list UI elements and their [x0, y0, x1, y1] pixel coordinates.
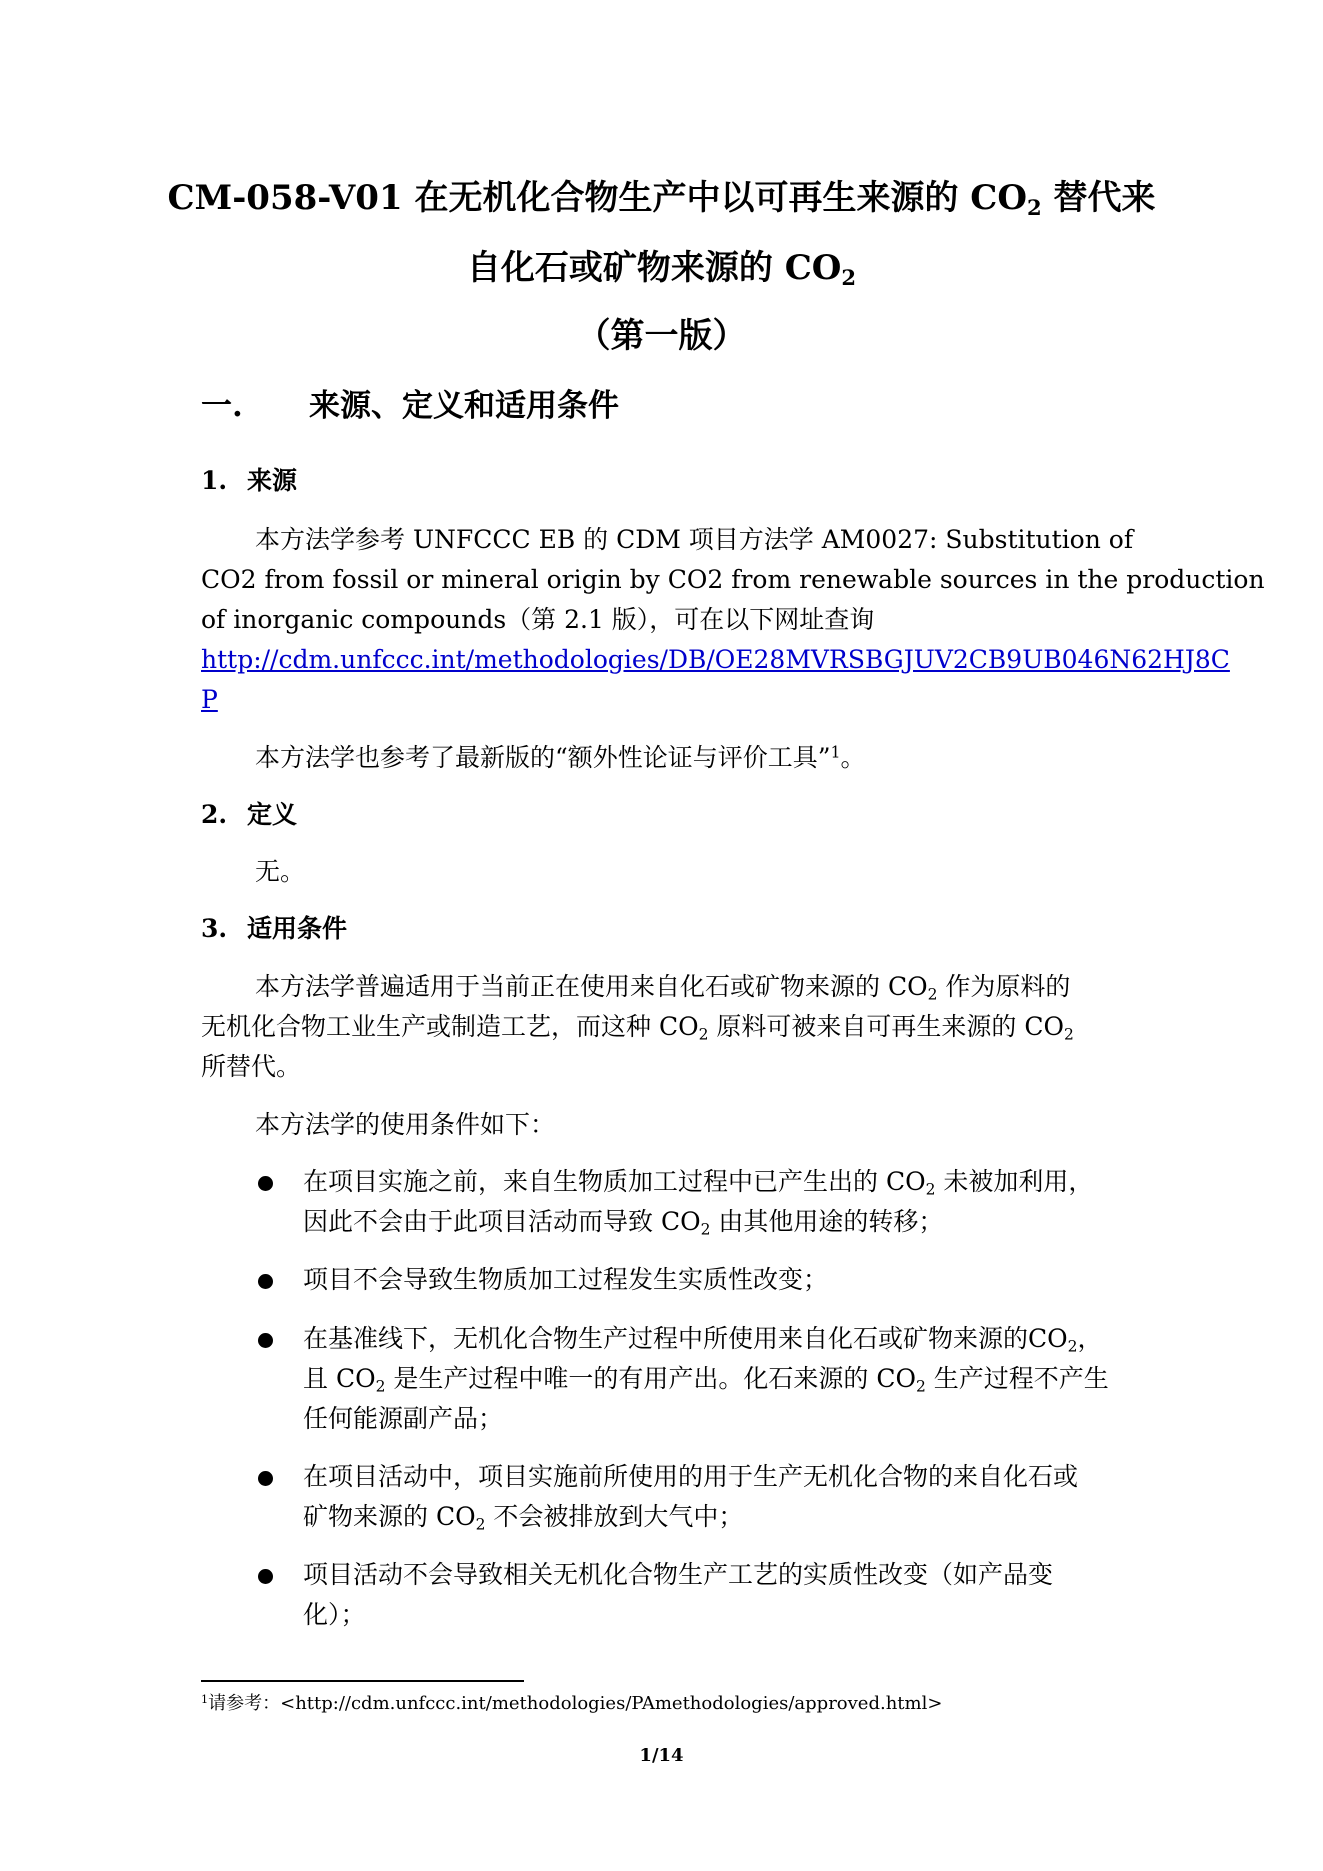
applicability-paragraph-line-2: 无机化合物工业生产或制造工艺，而这种 $CO_2$ 原料可被来自可再生来源的 $CO_2$	[201, 1012, 1074, 1044]
condition-3-line-3: 任何能源副产品；	[303, 1404, 504, 1433]
conditions-intro: 本方法学的使用条件如下：	[255, 1110, 556, 1139]
subsection-heading-definitions: 定义	[247, 800, 298, 829]
condition-1-line-1: 在项目实施之前，来自生物质加工过程中已产生出的 $CO_2$ 未被加利用，	[303, 1167, 1094, 1199]
bullet-icon	[258, 1176, 273, 1191]
subsection-heading-applicability: 适用条件	[247, 914, 348, 943]
condition-1-line-2: 因此不会由于此项目活动而导致 $CO_2$ 由其他用途的转移；	[303, 1207, 944, 1239]
methodology-link[interactable]: http://cdm.unfccc.int/methodologies/DB/OE28MVRSBGJUV2CB9UB046N62HJ8C	[201, 645, 1230, 674]
footnote-reference: 1	[830, 743, 841, 762]
subsection-number-3: 3.	[201, 914, 228, 943]
page-number: 1/14	[639, 1745, 684, 1766]
section-number: 一.	[201, 388, 243, 424]
bullet-icon	[258, 1471, 273, 1486]
condition-4-line-2: 矿物来源的 $CO_2$ 不会被排放到大气中；	[303, 1502, 744, 1534]
definitions-text: 无。	[255, 857, 306, 886]
source-paragraph-line-1: 本方法学参考 UNFCCC EB 的 CDM 项目方法学 AM0027: Substitution of	[255, 525, 1134, 554]
condition-2-line-1: 项目不会导致生物质加工过程发生实质性改变；	[303, 1265, 829, 1294]
condition-4-line-1: 在项目活动中，项目实施前所使用的用于生产无机化合物的来自化石或	[303, 1462, 1079, 1491]
source-paragraph-line-2: CO2 from fossil or mineral origin by CO2 from renewable sources in the production	[201, 565, 1265, 594]
condition-3-line-1: 在基准线下，无机化合物生产过程中所使用来自化石或矿物来源的$CO_2$，	[303, 1324, 1103, 1356]
bullet-icon	[258, 1569, 273, 1584]
footnote-divider	[201, 1680, 524, 1682]
applicability-paragraph-line-3: 所替代。	[201, 1052, 302, 1081]
condition-5-line-2: 化）；	[303, 1600, 366, 1629]
document-title-line-1: CM-058-V01 在无机化合物生产中以可再生来源的 $CO_2$ 替代来	[167, 178, 1156, 220]
subsection-heading-source: 来源	[247, 466, 298, 495]
applicability-paragraph-line-1: 本方法学普遍适用于当前正在使用来自化石或矿物来源的 $CO_2$ 作为原料的	[255, 972, 1071, 1004]
document-title-line-2: 自化石或矿物来源的 $CO_2$	[466, 248, 857, 290]
condition-3-line-2: 且 $CO_2$ 是生产过程中唯一的有用产出。化石来源的 $CO_2$ 生产过程不产生	[303, 1364, 1109, 1396]
source-paragraph-line-3: of inorganic compounds（第 2.1 版），可在以下网址查询	[201, 605, 875, 634]
methodology-link-continued[interactable]: P	[201, 685, 218, 714]
document-version: （第一版）	[576, 316, 747, 356]
condition-5-line-1: 项目活动不会导致相关无机化合物生产工艺的实质性改变（如产品变	[303, 1560, 1054, 1589]
bullet-icon	[258, 1274, 273, 1289]
footnote: $^1$请参考：<http://cdm.unfccc.int/methodologies/PAmethodologies/approved.html>	[201, 1692, 943, 1714]
tool-reference-paragraph: 本方法学也参考了最新版的“额外性论证与评价工具”$^1$。	[255, 743, 866, 772]
section-heading: 来源、定义和适用条件	[309, 388, 619, 424]
subsection-number-2: 2.	[201, 800, 228, 829]
subsection-number-1: 1.	[201, 466, 228, 495]
bullet-icon	[258, 1333, 273, 1348]
